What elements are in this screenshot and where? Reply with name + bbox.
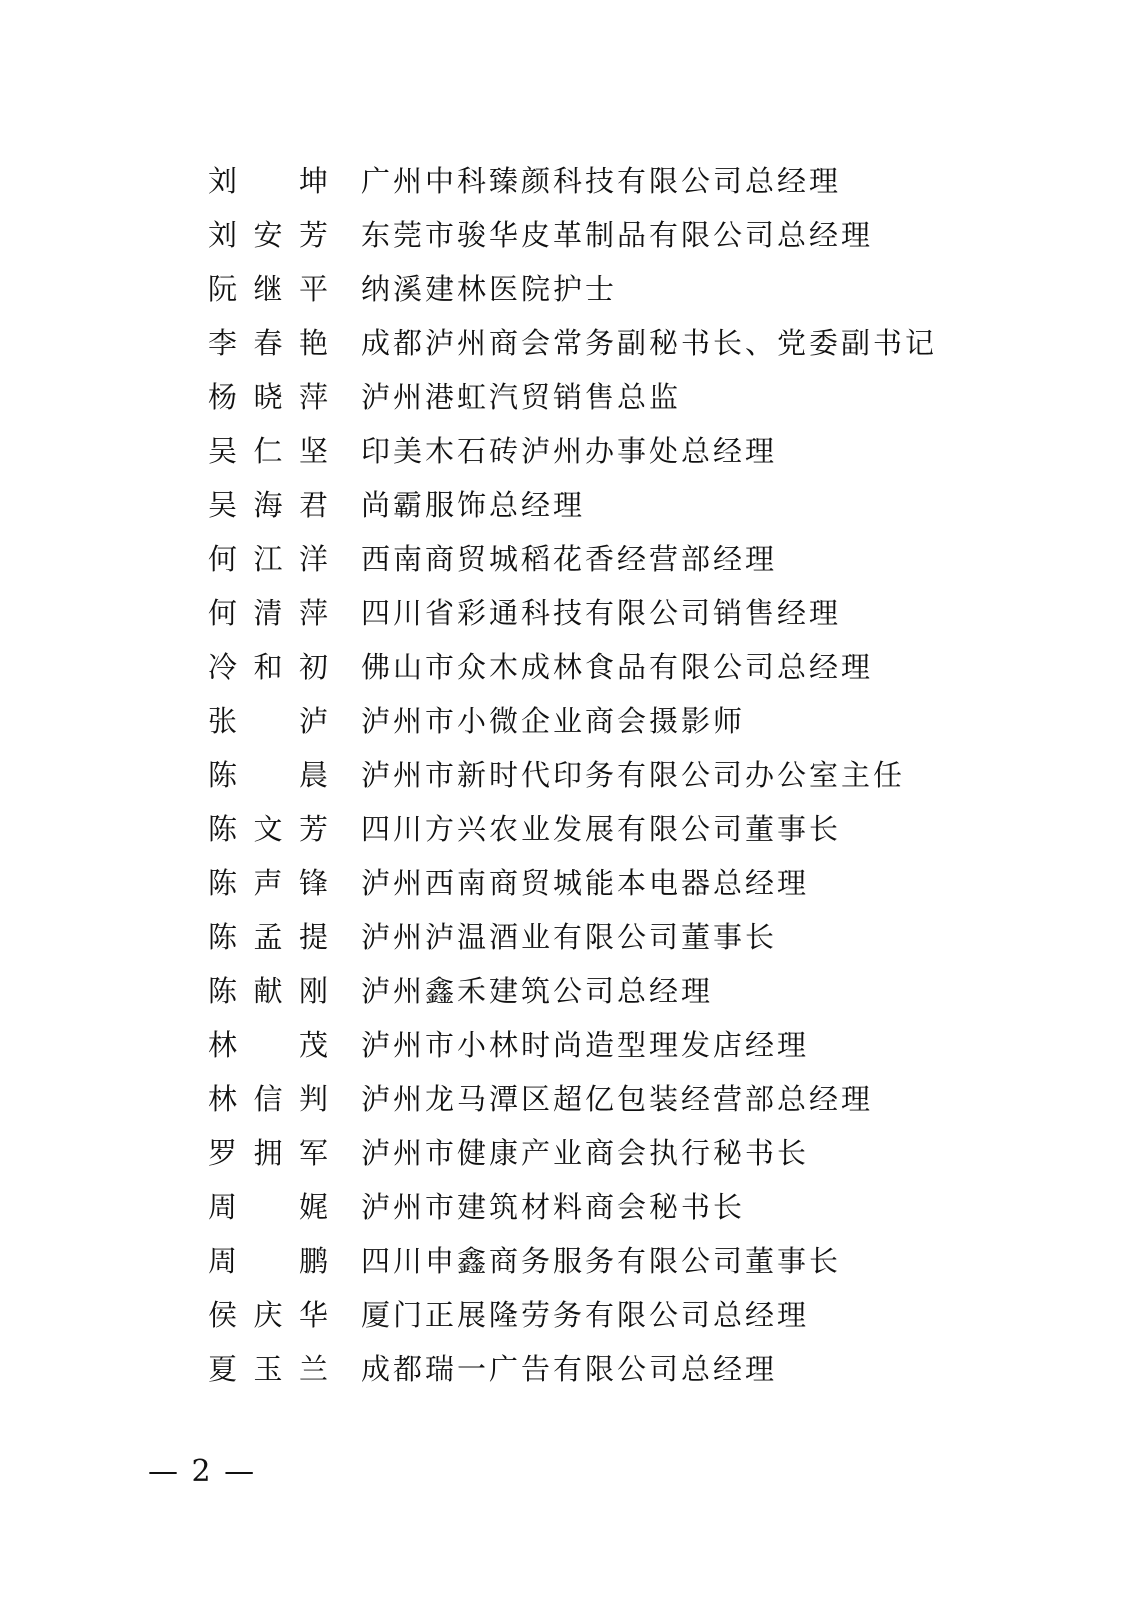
member-title: 四川申鑫商务服务有限公司董事长 [361,1244,842,1278]
list-item [208,316,1028,370]
list-item [208,586,1028,640]
list-item [208,370,1028,424]
list-item [208,424,1028,478]
member-title: 四川省彩通科技有限公司销售经理 [361,596,842,630]
member-name: 林信判 [208,1082,328,1116]
member-name: 阮继平 [208,272,328,306]
member-title: 东莞市骏华皮革制品有限公司总经理 [361,218,874,252]
list-item [208,964,1028,1018]
member-name: 冷和初 [208,650,328,684]
list-item [208,910,1028,964]
member-title: 厦门正展隆劳务有限公司总经理 [361,1298,810,1332]
member-title: 泸州鑫禾建筑公司总经理 [361,974,714,1008]
list-item [208,856,1028,910]
member-name: 何清萍 [208,596,328,630]
member-title: 尚霸服饰总经理 [361,488,586,522]
list-item [208,640,1028,694]
member-title: 泸州市建筑材料商会秘书长 [361,1190,746,1224]
list-item [208,1180,1028,1234]
member-title: 成都瑞一广告有限公司总经理 [361,1352,778,1386]
list-item [208,262,1028,316]
member-title: 泸州西南商贸城能本电器总经理 [361,866,810,900]
member-title: 泸州市小微企业商会摄影师 [361,704,746,738]
member-title: 泸州泸温酒业有限公司董事长 [361,920,778,954]
list-item [208,1126,1028,1180]
member-name: 周 鹏 [208,1244,328,1278]
list-item [208,694,1028,748]
member-name: 侯庆华 [208,1298,328,1332]
member-name: 夏玉兰 [208,1352,328,1386]
list-item [208,478,1028,532]
member-name: 吴仁坚 [208,434,328,468]
member-title: 泸州港虹汽贸销售总监 [361,380,682,414]
list-item [208,208,1028,262]
member-title: 泸州市新时代印务有限公司办公室主任 [361,758,906,792]
list-item [208,154,1028,208]
list-item [208,1018,1028,1072]
page-number: — 2 — [148,1454,257,1489]
member-name: 刘安芳 [208,218,328,252]
member-name: 林 茂 [208,1028,328,1062]
member-name: 陈献刚 [208,974,328,1008]
member-title: 印美木石砖泸州办事处总经理 [361,434,778,468]
list-item [208,1234,1028,1288]
member-name: 陈 晨 [208,758,328,792]
member-name: 吴海君 [208,488,328,522]
member-list [208,154,1028,1396]
member-title: 佛山市众木成林食品有限公司总经理 [361,650,874,684]
list-item [208,1072,1028,1126]
member-name: 陈声锋 [208,866,328,900]
member-title: 纳溪建林医院护士 [361,272,618,306]
list-item [208,802,1028,856]
member-title: 广州中科臻颜科技有限公司总经理 [361,164,842,198]
member-name: 张 泸 [208,704,328,738]
list-item [208,1342,1028,1396]
member-name: 周 娓 [208,1190,328,1224]
member-title: 成都泸州商会常务副秘书长、党委副书记 [361,326,938,360]
member-title: 西南商贸城稻花香经营部经理 [361,542,778,576]
member-name: 罗拥军 [208,1136,328,1170]
list-item [208,748,1028,802]
member-name: 李春艳 [208,326,328,360]
member-name: 刘 坤 [208,164,328,198]
list-item [208,1288,1028,1342]
member-name: 何江洋 [208,542,328,576]
member-name: 陈文芳 [208,812,328,846]
list-item [208,532,1028,586]
member-name: 杨晓萍 [208,380,328,414]
member-title: 泸州市健康产业商会执行秘书长 [361,1136,810,1170]
member-title: 泸州龙马潭区超亿包装经营部总经理 [361,1082,874,1116]
member-title: 泸州市小林时尚造型理发店经理 [361,1028,810,1062]
member-name: 陈孟提 [208,920,328,954]
member-title: 四川方兴农业发展有限公司董事长 [361,812,842,846]
